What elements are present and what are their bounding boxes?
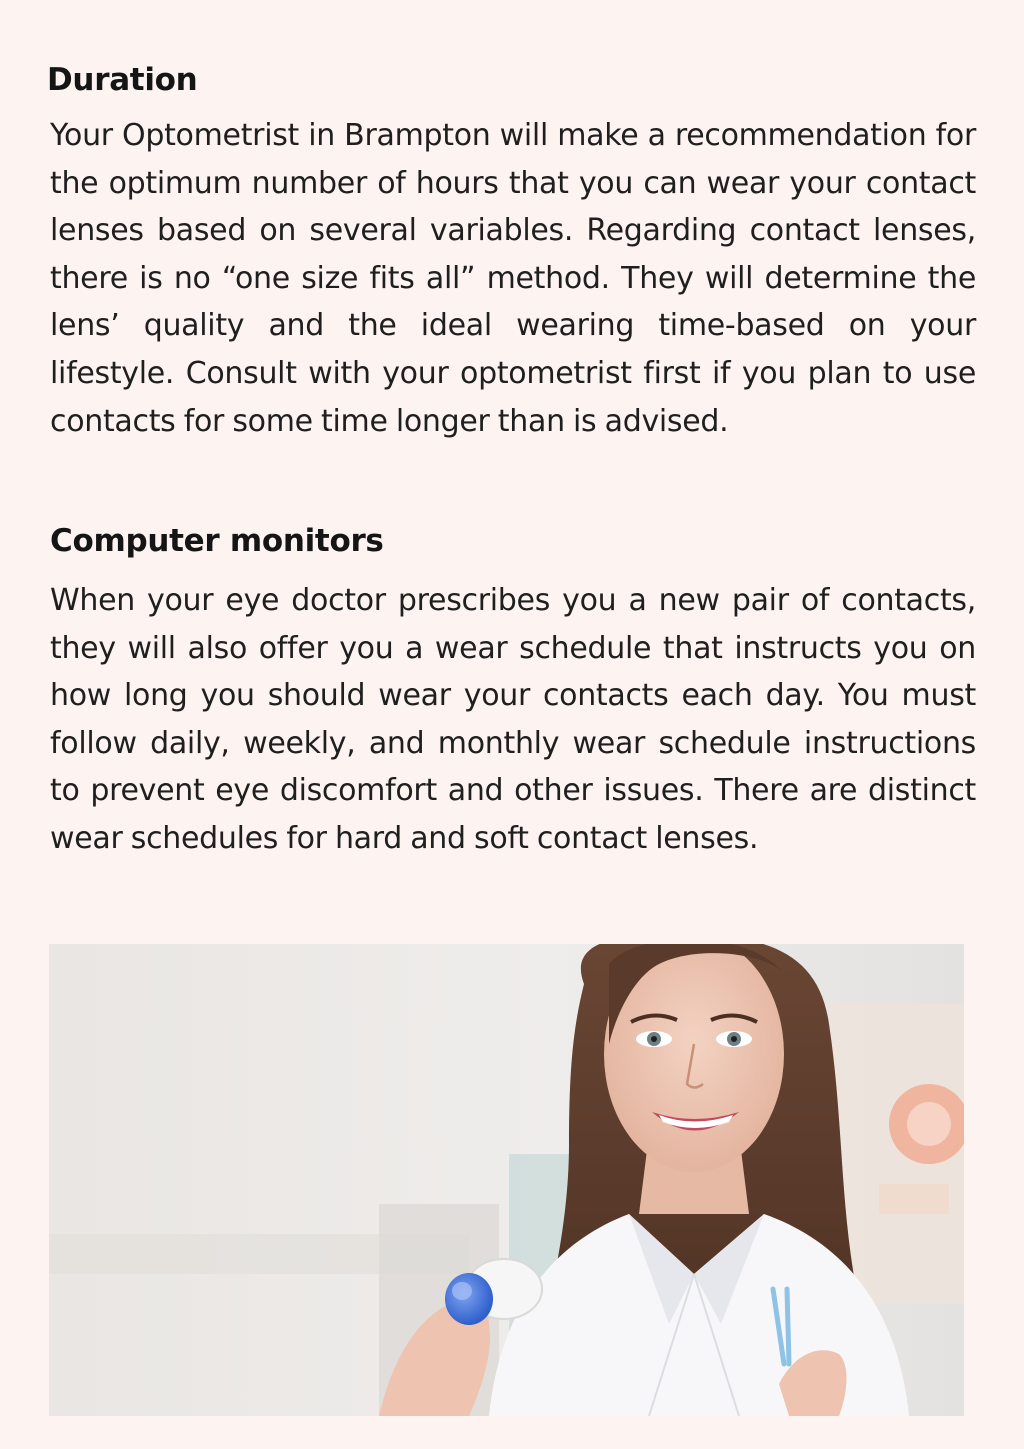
optometrist-photo xyxy=(49,944,964,1416)
section-heading-computer-monitors: Computer monitors xyxy=(50,523,384,559)
section-body-computer-monitors: When your eye doctor prescribes you a new pair of contacts, they will also offer you a wear schedule that instructs you on how long you should wear your contacts each day. You must follow daily, weekly, and monthly wear schedule instructions to prevent eye discomfort and other issues. There are distinct wear schedules for hard and soft contact lenses. xyxy=(50,583,976,856)
lens-case-cap xyxy=(445,1273,493,1325)
section-heading-duration: Duration xyxy=(47,62,198,98)
section-body-duration: Your Optometrist in Brampton will make a recommendation for the optimum number of hours that you can wear your contact lenses based on several variables. Regarding contact lenses, there is no “one size fits all” method. They will determine the lens’ quality and the ideal wearing time-based on your lifestyle. Consult with your optometrist first if you plan to use contacts for some time longer than is advised. xyxy=(50,118,976,439)
